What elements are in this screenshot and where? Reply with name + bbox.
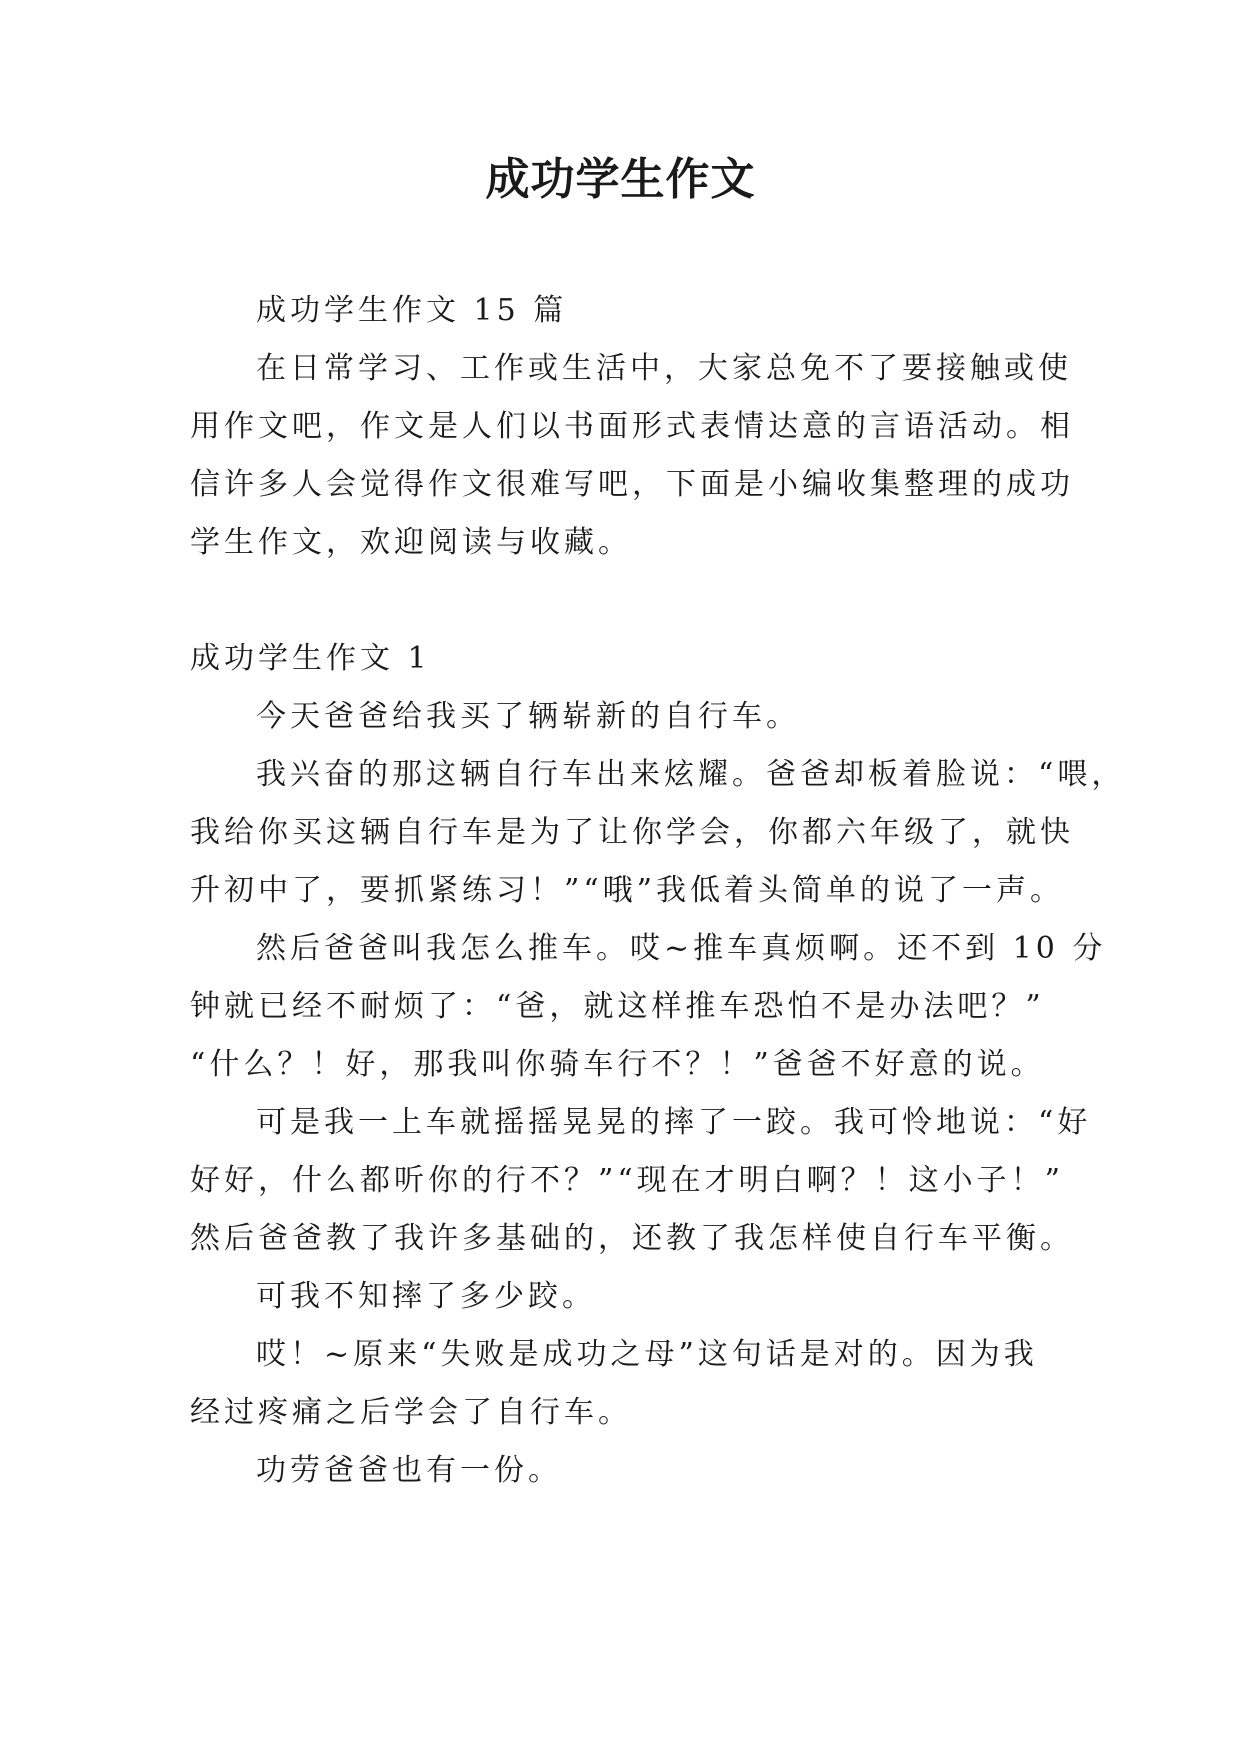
intro-line: 学生作文，欢迎阅读与收藏。 <box>190 525 632 560</box>
essay-line: 钟就已经不耐烦了：“爸，就这样推车恐怕不是办法吧？” <box>190 989 1045 1024</box>
section-gap <box>190 572 1070 630</box>
intro-line: 信许多人会觉得作文很难写吧，下面是小编收集整理的成功 <box>190 467 1074 502</box>
essay-line: 可是我一上车就摇摇晃晃的摔了一跤。我可怜地说：“好 <box>256 1105 1092 1140</box>
essay-line: 今天爸爸给我买了辆崭新的自行车。 <box>256 699 800 734</box>
essay-line: 我兴奋的那这辆自行车出来炫耀。爸爸却板着脸说：“喂， <box>256 757 1126 792</box>
essay-line: 升初中了，要抓紧练习！”“哦”我低着头简单的说了一声。 <box>190 873 1065 908</box>
essay-line: 可我不知摔了多少跤。 <box>256 1279 596 1314</box>
essay-line: 我给你买这辆自行车是为了让你学会，你都六年级了，就快 <box>190 815 1074 850</box>
essay-line: “什么？！好，那我叫你骑车行不？！”爸爸不好意的说。 <box>190 1047 1045 1082</box>
essay-line: 功劳爸爸也有一份。 <box>256 1453 562 1488</box>
intro-line: 在日常学习、工作或生活中，大家总免不了要接触或使 <box>256 351 1072 386</box>
essay-line: 然后爸爸叫我怎么推车。哎~推车真烦啊。还不到 10 分 <box>256 931 1107 966</box>
essay-line: 经过疼痛之后学会了自行车。 <box>190 1395 632 1430</box>
intro-subtitle: 成功学生作文 15 篇 <box>256 293 568 328</box>
essay-line: 然后爸爸教了我许多基础的，还教了我怎样使自行车平衡。 <box>190 1221 1074 1256</box>
essay-line: 哎！~原来“失败是成功之母”这句话是对的。因为我 <box>256 1337 1038 1372</box>
intro-line: 用作文吧，作文是人们以书面形式表情达意的言语活动。相 <box>190 409 1074 444</box>
essay-line: 好好，什么都听你的行不？”“现在才明白啊？！这小子！” <box>190 1163 1065 1198</box>
document-title: 成功学生作文 <box>485 154 756 205</box>
essay-heading: 成功学生作文 1 <box>190 641 431 676</box>
document-body <box>190 282 1126 1500</box>
